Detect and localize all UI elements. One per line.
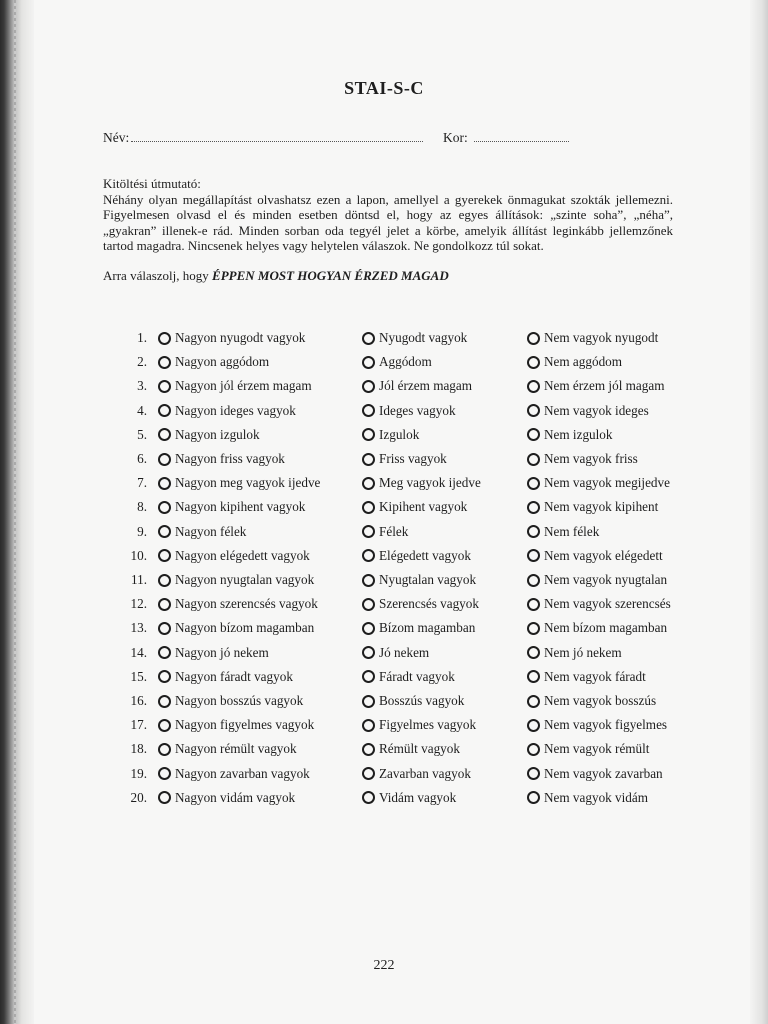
- option-label: Friss vagyok: [379, 451, 447, 466]
- answer-circle-icon[interactable]: [158, 453, 171, 466]
- option-very[interactable]: [158, 499, 305, 515]
- answer-circle-icon[interactable]: [527, 428, 540, 441]
- questionnaire-row: [0, 645, 768, 669]
- option-label: Nyugodt vagyok: [379, 330, 468, 345]
- answer-circle-icon[interactable]: [158, 622, 171, 635]
- item-number: 13.: [130, 620, 147, 636]
- option-very[interactable]: [158, 354, 269, 370]
- answer-circle-icon[interactable]: [158, 598, 171, 611]
- answer-circle-icon[interactable]: [362, 767, 375, 780]
- questionnaire-row: [0, 572, 768, 596]
- option-label: Nagyon fáradt vagyok: [175, 668, 293, 684]
- option-not[interactable]: [527, 717, 667, 733]
- option-not[interactable]: [527, 741, 649, 757]
- age-dotted-line[interactable]: [474, 138, 569, 142]
- item-number: 4.: [137, 402, 147, 418]
- option-very[interactable]: [158, 741, 297, 757]
- option-moderate[interactable]: [362, 378, 472, 394]
- option-label: Nem vagyok nyugtalan: [544, 572, 668, 587]
- option-not[interactable]: [527, 354, 622, 370]
- option-not[interactable]: [527, 669, 646, 685]
- option-not[interactable]: [527, 790, 648, 806]
- option-label: Zavarban vagyok: [379, 765, 471, 781]
- answer-prefix: Arra válaszolj, hogy: [103, 268, 209, 283]
- answer-circle-icon[interactable]: [362, 380, 375, 393]
- option-label: Félek: [379, 523, 409, 539]
- item-number: 14.: [130, 644, 147, 660]
- answer-circle-icon[interactable]: [362, 549, 375, 562]
- questionnaire-row: [0, 524, 768, 548]
- answer-circle-icon[interactable]: [158, 380, 171, 393]
- answer-circle-icon[interactable]: [527, 404, 540, 417]
- questionnaire-row: [0, 620, 768, 644]
- option-very[interactable]: [158, 330, 305, 346]
- option-label: Nagyon kipihent vagyok: [175, 499, 306, 515]
- answer-circle-icon[interactable]: [362, 622, 375, 635]
- answer-circle-icon[interactable]: [527, 477, 540, 490]
- answer-circle-icon[interactable]: [527, 574, 540, 587]
- option-label: Jól érzem magam: [379, 378, 473, 394]
- questionnaire-row: [0, 669, 768, 693]
- answer-circle-icon[interactable]: [362, 525, 375, 538]
- answer-circle-icon[interactable]: [527, 670, 540, 683]
- answer-circle-icon[interactable]: [158, 743, 171, 756]
- answer-circle-icon[interactable]: [362, 356, 375, 369]
- item-number: 1.: [137, 330, 147, 345]
- answer-circle-icon[interactable]: [362, 453, 375, 466]
- answer-circle-icon[interactable]: [362, 501, 375, 514]
- option-very[interactable]: [158, 766, 310, 782]
- option-label: Nem vagyok elégedett: [544, 547, 663, 563]
- option-label: Nagyon friss vagyok: [175, 451, 285, 466]
- answer-circle-icon[interactable]: [362, 404, 375, 417]
- questionnaire-row: [0, 499, 768, 523]
- option-label: Nem aggódom: [544, 354, 623, 370]
- item-number: 18.: [130, 741, 147, 757]
- page-title: STAI-S-C: [344, 78, 424, 98]
- option-label: Jó nekem: [379, 644, 430, 660]
- questionnaire-row: [0, 596, 768, 620]
- instructions: [103, 176, 673, 254]
- questionnaire-row: [0, 427, 768, 451]
- option-not[interactable]: [527, 645, 622, 661]
- option-not[interactable]: [527, 499, 658, 515]
- option-label: Ideges vagyok: [379, 402, 456, 418]
- option-not[interactable]: [527, 596, 671, 612]
- option-label: Bosszús vagyok: [379, 693, 465, 708]
- option-label: Nem vagyok figyelmes: [544, 717, 668, 733]
- questionnaire-row: [0, 330, 768, 354]
- answer-circle-icon[interactable]: [158, 404, 171, 417]
- option-very[interactable]: [158, 451, 285, 467]
- option-very[interactable]: [158, 596, 318, 612]
- option-label: Nem vagyok zavarban: [544, 765, 663, 781]
- option-label: Nem vagyok megijedve: [544, 475, 670, 491]
- option-not[interactable]: [527, 766, 663, 782]
- questionnaire-row: [0, 790, 768, 814]
- option-moderate[interactable]: [362, 596, 479, 612]
- option-not[interactable]: [527, 475, 670, 491]
- option-label: Nem vagyok szerencsés: [544, 596, 671, 612]
- item-number: 20.: [130, 789, 147, 805]
- answer-circle-icon[interactable]: [158, 477, 171, 490]
- answer-circle-icon[interactable]: [158, 791, 171, 804]
- option-label: Kipihent vagyok: [379, 499, 468, 515]
- answer-circle-icon[interactable]: [158, 574, 171, 587]
- option-not[interactable]: [527, 693, 656, 709]
- option-label: Szerencsés vagyok: [379, 596, 479, 612]
- answer-circle-icon[interactable]: [362, 332, 375, 345]
- option-very[interactable]: [158, 790, 295, 806]
- answer-circle-icon[interactable]: [527, 646, 540, 659]
- option-label: Figyelmes vagyok: [379, 717, 477, 733]
- option-very[interactable]: [158, 572, 314, 588]
- option-label: Nem vagyok rémült: [544, 741, 650, 757]
- answer-circle-icon[interactable]: [362, 477, 375, 490]
- option-moderate[interactable]: [362, 475, 481, 491]
- item-number: 7.: [137, 475, 147, 491]
- questionnaire-row: [0, 741, 768, 765]
- option-very[interactable]: [158, 548, 310, 564]
- option-not[interactable]: [527, 451, 638, 467]
- option-label: Nagyon félek: [175, 523, 247, 539]
- answer-circle-icon[interactable]: [158, 695, 171, 708]
- item-number: 5.: [137, 426, 147, 442]
- answer-circle-icon[interactable]: [158, 356, 171, 369]
- option-label: Nem érzem jól magam: [544, 378, 665, 394]
- option-label: Nagyon elégedett vagyok: [175, 547, 310, 563]
- option-label: Nagyon vidám vagyok: [175, 789, 296, 805]
- option-label: Nagyon szerencsés vagyok: [175, 596, 318, 612]
- item-number: 19.: [130, 765, 147, 781]
- answer-circle-icon[interactable]: [527, 791, 540, 804]
- item-number: 8.: [137, 499, 147, 515]
- option-label: Nem vagyok kipihent: [544, 499, 659, 515]
- option-moderate[interactable]: [362, 499, 467, 515]
- option-very[interactable]: [158, 645, 269, 661]
- option-label: Elégedett vagyok: [379, 547, 471, 563]
- option-label: Nem vagyok bosszús: [544, 693, 657, 708]
- answer-circle-icon[interactable]: [527, 332, 540, 345]
- questionnaire-row: [0, 475, 768, 499]
- answer-circle-icon[interactable]: [362, 574, 375, 587]
- questionnaire-row: [0, 354, 768, 378]
- option-label: Nem jó nekem: [544, 644, 622, 660]
- option-label: Nem bízom magamban: [544, 620, 668, 636]
- option-moderate[interactable]: [362, 524, 408, 540]
- item-number: 11.: [131, 572, 147, 587]
- option-label: Nagyon figyelmes vagyok: [175, 717, 315, 733]
- option-moderate[interactable]: [362, 330, 467, 346]
- answer-circle-icon[interactable]: [158, 501, 171, 514]
- option-label: Nem vagyok ideges: [544, 402, 649, 418]
- option-not[interactable]: [527, 620, 667, 636]
- option-label: Nagyon meg vagyok ijedve: [175, 475, 321, 491]
- option-label: Nyugtalan vagyok: [379, 572, 477, 587]
- answer-circle-icon[interactable]: [158, 670, 171, 683]
- answer-circle-icon[interactable]: [527, 501, 540, 514]
- name-label: Név:: [103, 130, 130, 145]
- answer-circle-icon[interactable]: [362, 670, 375, 683]
- option-label: Nagyon bízom magamban: [175, 620, 315, 636]
- instructions-heading: Kitöltési útmutató:: [103, 176, 201, 191]
- option-very[interactable]: [158, 475, 320, 491]
- option-very[interactable]: [158, 620, 314, 636]
- option-label: Bízom magamban: [379, 620, 476, 636]
- option-not[interactable]: [527, 572, 667, 588]
- option-label: Nagyon jó nekem: [175, 644, 269, 660]
- item-number: 15.: [130, 668, 147, 684]
- answer-circle-icon[interactable]: [362, 695, 375, 708]
- option-very[interactable]: [158, 378, 312, 394]
- item-number: 12.: [130, 596, 147, 612]
- answer-circle-icon[interactable]: [362, 719, 375, 732]
- option-moderate[interactable]: [362, 790, 456, 806]
- option-label: Nagyon nyugodt vagyok: [175, 330, 306, 345]
- option-label: Nem vagyok nyugodt: [544, 330, 659, 345]
- answer-circle-icon[interactable]: [527, 380, 540, 393]
- item-number: 3.: [137, 378, 147, 394]
- answer-circle-icon[interactable]: [527, 453, 540, 466]
- answer-circle-icon[interactable]: [527, 356, 540, 369]
- questionnaire-row: [0, 693, 768, 717]
- option-label: Rémült vagyok: [379, 741, 460, 757]
- answer-circle-icon[interactable]: [527, 622, 540, 635]
- option-label: Nagyon jól érzem magam: [175, 378, 312, 394]
- option-label: Nagyon aggódom: [175, 354, 270, 370]
- questionnaire-row: [0, 403, 768, 427]
- answer-circle-icon[interactable]: [362, 598, 375, 611]
- name-dotted-line[interactable]: [131, 138, 423, 142]
- option-moderate[interactable]: [362, 717, 476, 733]
- option-label: Nem vagyok friss: [544, 451, 638, 466]
- answer-circle-icon[interactable]: [527, 767, 540, 780]
- page-number: 222: [373, 958, 395, 973]
- answer-circle-icon[interactable]: [527, 525, 540, 538]
- option-label: Vidám vagyok: [379, 789, 457, 805]
- answer-circle-icon[interactable]: [527, 719, 540, 732]
- option-very[interactable]: [158, 403, 296, 419]
- option-label: Meg vagyok ijedve: [379, 475, 481, 491]
- option-moderate[interactable]: [362, 403, 456, 419]
- option-very[interactable]: [158, 693, 303, 709]
- answer-circle-icon[interactable]: [158, 525, 171, 538]
- answer-circle-icon[interactable]: [527, 695, 540, 708]
- option-moderate[interactable]: [362, 766, 471, 782]
- questionnaire-row: [0, 766, 768, 790]
- option-moderate[interactable]: [362, 741, 460, 757]
- item-number: 17.: [130, 717, 147, 733]
- age-field[interactable]: [443, 130, 569, 146]
- option-label: Nagyon zavarban vagyok: [175, 765, 310, 781]
- option-label: Nem vagyok vidám: [544, 789, 649, 805]
- answer-emphasis: ÉPPEN MOST HOGYAN ÉRZED MAGAD: [212, 268, 449, 283]
- questionnaire-row: [0, 548, 768, 572]
- item-number: 9.: [137, 523, 147, 539]
- answer-instruction: [103, 268, 449, 284]
- option-moderate[interactable]: [362, 572, 476, 588]
- answer-circle-icon[interactable]: [362, 428, 375, 441]
- answer-circle-icon[interactable]: [362, 743, 375, 756]
- answer-circle-icon[interactable]: [158, 719, 171, 732]
- answer-circle-icon[interactable]: [527, 549, 540, 562]
- item-number: 2.: [137, 354, 147, 370]
- item-number: 16.: [130, 693, 147, 708]
- option-label: Nagyon ideges vagyok: [175, 402, 296, 418]
- answer-circle-icon[interactable]: [158, 549, 171, 562]
- option-moderate[interactable]: [362, 548, 471, 564]
- option-label: Nagyon rémült vagyok: [175, 741, 297, 757]
- answer-circle-icon[interactable]: [158, 332, 171, 345]
- option-not[interactable]: [527, 427, 613, 443]
- instructions-body: Néhány olyan megállapítást olvashatsz ezen a lapon, amellyel a gyerekek önmagukat szokták jellemezni. Figyelmesen olvasd el és minden esetben döntsd el, hogy az egyes állítások: „szinte soha”, „néha”, „gyakran” illenek-e rád. Minden sorban oda tegyél jelet a körbe, amelyik állítást leginkább jellemzőnek tartod magadra. Nincsenek helyes vagy helytelen válaszok. Ne gondolkozz túl sokat.: [103, 191, 673, 254]
- name-field[interactable]: [103, 130, 423, 146]
- age-label: Kor:: [443, 130, 468, 145]
- option-label: Nem félek: [544, 523, 600, 539]
- option-label: Izgulok: [379, 426, 420, 442]
- questionnaire-row: [0, 451, 768, 475]
- option-not[interactable]: [527, 378, 664, 394]
- option-label: Nem vagyok fáradt: [544, 668, 646, 684]
- option-not[interactable]: [527, 524, 599, 540]
- answer-circle-icon[interactable]: [362, 791, 375, 804]
- option-moderate[interactable]: [362, 669, 455, 685]
- option-not[interactable]: [527, 403, 649, 419]
- option-moderate[interactable]: [362, 427, 419, 443]
- answer-circle-icon[interactable]: [158, 428, 171, 441]
- option-very[interactable]: [158, 717, 314, 733]
- answer-circle-icon[interactable]: [158, 646, 171, 659]
- answer-circle-icon[interactable]: [158, 767, 171, 780]
- questionnaire-row: [0, 378, 768, 402]
- questionnaire-row: [0, 717, 768, 741]
- option-label: Fáradt vagyok: [379, 668, 455, 684]
- option-very[interactable]: [158, 524, 246, 540]
- option-moderate[interactable]: [362, 645, 429, 661]
- option-moderate[interactable]: [362, 451, 447, 467]
- option-not[interactable]: [527, 548, 663, 564]
- option-label: Nagyon bosszús vagyok: [175, 693, 304, 708]
- answer-circle-icon[interactable]: [527, 598, 540, 611]
- item-number: 10.: [130, 547, 147, 563]
- item-number: 6.: [137, 451, 147, 466]
- option-very[interactable]: [158, 427, 260, 443]
- answer-circle-icon[interactable]: [527, 743, 540, 756]
- answer-circle-icon[interactable]: [362, 646, 375, 659]
- option-moderate[interactable]: [362, 620, 475, 636]
- option-label: Nagyon nyugtalan vagyok: [175, 572, 315, 587]
- option-not[interactable]: [527, 330, 658, 346]
- option-moderate[interactable]: [362, 693, 464, 709]
- option-moderate[interactable]: [362, 354, 432, 370]
- option-label: Aggódom: [379, 354, 432, 370]
- option-label: Nem izgulok: [544, 426, 613, 442]
- option-very[interactable]: [158, 669, 293, 685]
- option-label: Nagyon izgulok: [175, 426, 260, 442]
